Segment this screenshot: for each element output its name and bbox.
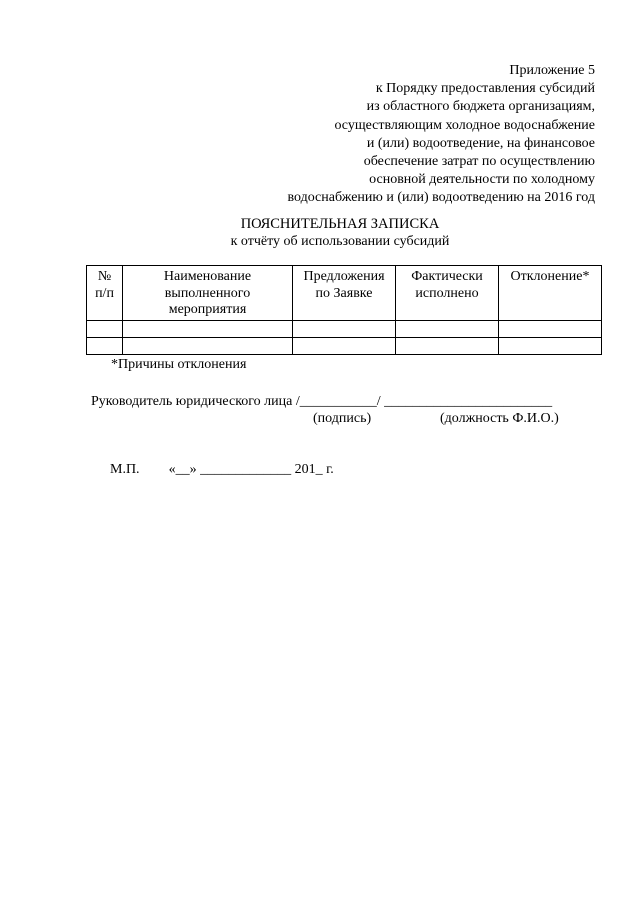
signature-line: Руководитель юридического лица /___________/ ________________________	[91, 394, 553, 409]
table-cell	[87, 337, 123, 354]
date-line: «__» _____________ 201_ г.	[168, 462, 334, 477]
table-cell	[293, 337, 396, 354]
table-cell	[87, 320, 123, 337]
position-name-hint: (должность Ф.И.О.)	[440, 411, 559, 426]
stamp-date-line	[110, 461, 334, 479]
appendix-line: из областного бюджета организациям,	[366, 99, 595, 115]
appendix-line: основной деятельности по холодному	[369, 172, 595, 188]
appendix-line: осуществляющим холодное водоснабжение	[334, 117, 595, 133]
table-header-row	[87, 266, 602, 321]
table-cell	[396, 337, 499, 354]
header-actual: Фактически исполнено	[396, 266, 499, 321]
table-cell	[293, 320, 396, 337]
appendix-line: водоснабжению и (или) водоотведению на 2016 год	[287, 190, 595, 206]
stamp-label: М.П.	[110, 462, 140, 477]
header-activity-name: Наименование выполненного мероприятия	[123, 266, 293, 321]
table-row	[87, 337, 602, 354]
table-cell	[499, 337, 602, 354]
table-cell	[123, 337, 293, 354]
header-deviation: Отклонение*	[499, 266, 602, 321]
document-subtitle: к отчёту об использовании субсидий	[230, 234, 450, 249]
document-title: ПОЯСНИТЕЛЬНАЯ ЗАПИСКА	[240, 216, 440, 232]
appendix-header	[240, 62, 595, 208]
header-proposals: Предложения по Заявке	[293, 266, 396, 321]
table-cell	[123, 320, 293, 337]
table-cell	[396, 320, 499, 337]
report-table	[86, 265, 602, 355]
appendix-line: и (или) водоотведение, на финансовое	[366, 135, 595, 151]
header-number: № п/п	[87, 266, 123, 321]
table-row	[87, 320, 602, 337]
appendix-line: Приложение 5	[509, 63, 595, 78]
signature-hint: (подпись)	[313, 411, 372, 426]
table-cell	[499, 320, 602, 337]
deviation-footnote: *Причины отклонения	[111, 357, 247, 372]
appendix-line: обеспечение затрат по осуществлению	[363, 154, 595, 170]
appendix-line: к Порядку предоставления субсидий	[375, 81, 595, 97]
